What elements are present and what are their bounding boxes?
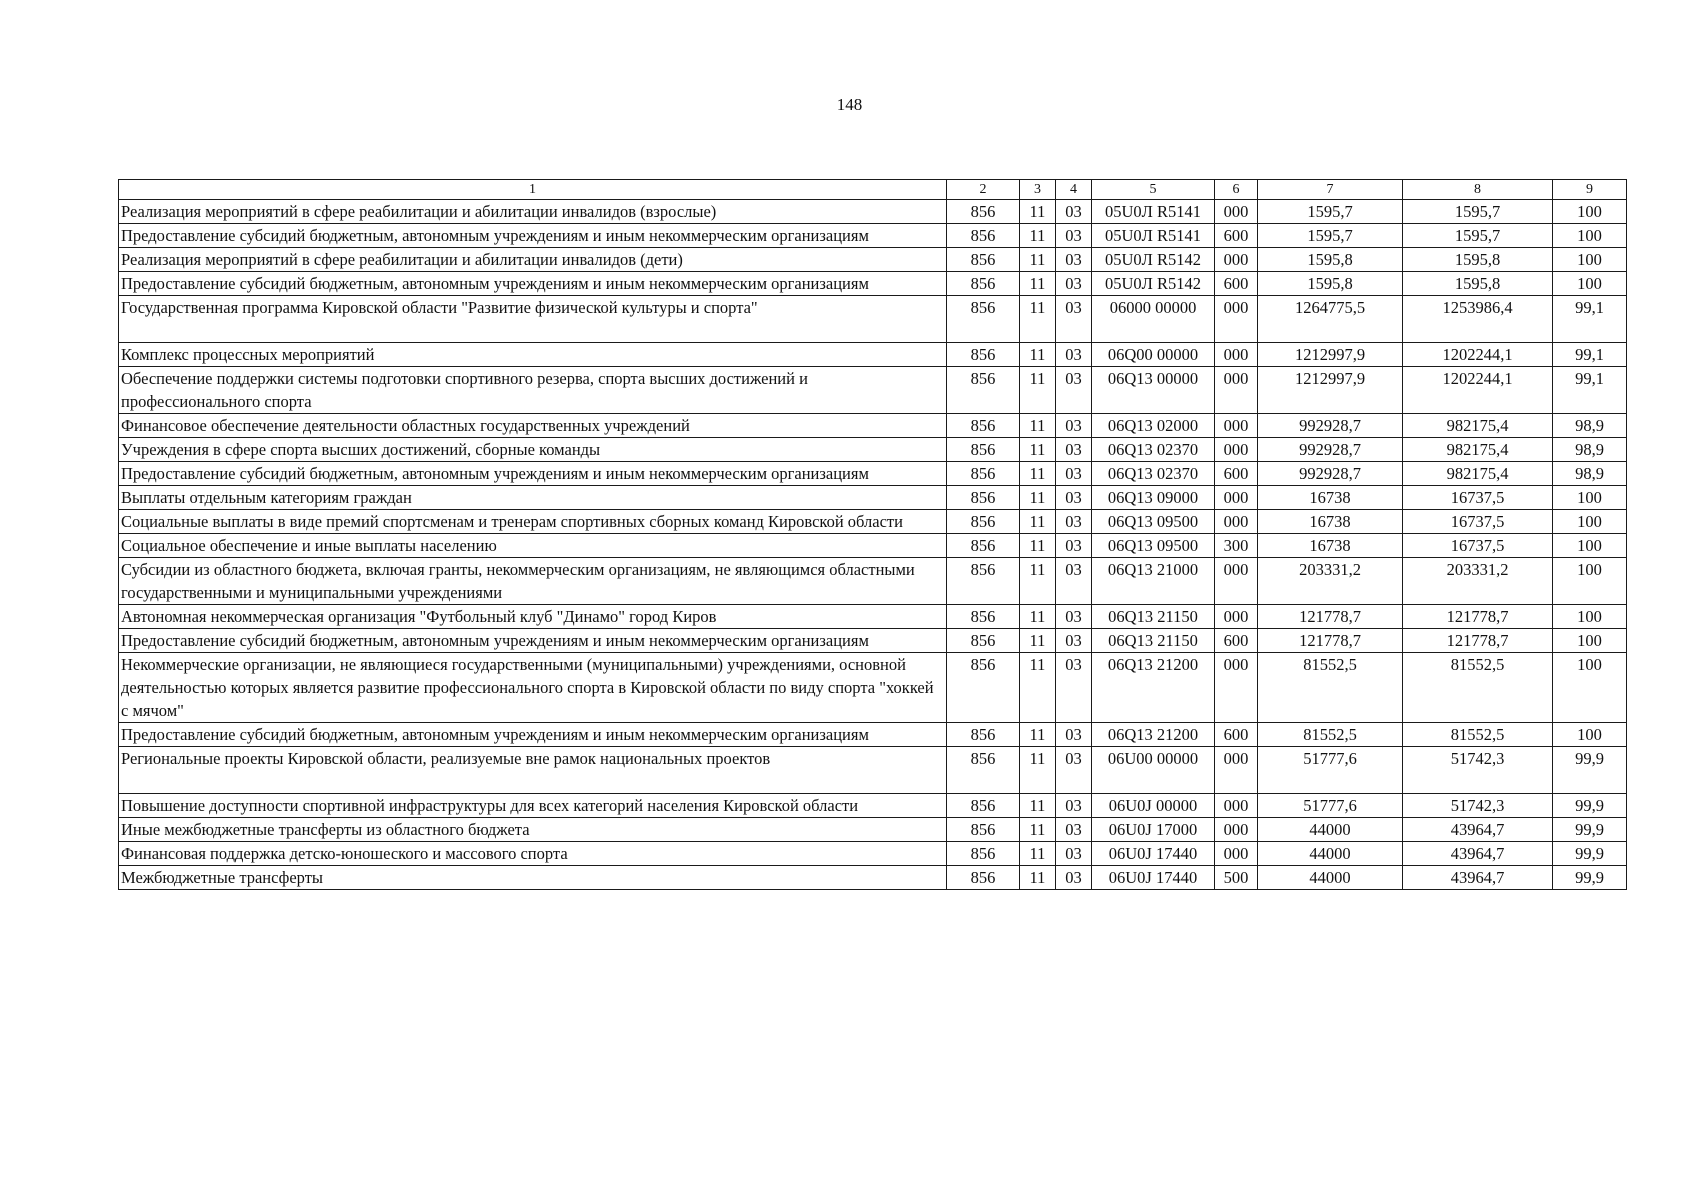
- target-code: 06Q00 00000: [1092, 343, 1215, 367]
- executed-amount: 1595,8: [1403, 272, 1553, 296]
- column-numbers-row: [119, 180, 1627, 200]
- target-code: 06Q13 21150: [1092, 629, 1215, 653]
- row-name: Государственная программа Кировской области "Развитие физической культуры и спорта": [119, 296, 947, 343]
- subsection-code: 03: [1056, 866, 1092, 890]
- planned-amount: 51777,6: [1258, 747, 1403, 794]
- row-name: Региональные проекты Кировской области, реализуемые вне рамок национальных проектов: [119, 747, 947, 794]
- planned-amount: 1595,7: [1258, 224, 1403, 248]
- admin-code: 856: [947, 794, 1020, 818]
- execution-percent: 99,9: [1553, 818, 1627, 842]
- row-name: Межбюджетные трансферты: [119, 866, 947, 890]
- column-header: 3: [1020, 180, 1056, 200]
- expense-type-code: 000: [1215, 438, 1258, 462]
- expense-type-code: 000: [1215, 296, 1258, 343]
- table-row: [119, 794, 1627, 818]
- admin-code: 856: [947, 200, 1020, 224]
- section-code: 11: [1020, 462, 1056, 486]
- column-header: 8: [1403, 180, 1553, 200]
- row-name: Предоставление субсидий бюджетным, автономным учреждениям и иным некоммерческим организациям: [119, 462, 947, 486]
- expense-type-code: 000: [1215, 367, 1258, 414]
- target-code: 06000 00000: [1092, 296, 1215, 343]
- subsection-code: 03: [1056, 248, 1092, 272]
- target-code: 06Q13 09500: [1092, 510, 1215, 534]
- execution-percent: 100: [1553, 248, 1627, 272]
- admin-code: 856: [947, 558, 1020, 605]
- subsection-code: 03: [1056, 224, 1092, 248]
- subsection-code: 03: [1056, 842, 1092, 866]
- planned-amount: 44000: [1258, 842, 1403, 866]
- subsection-code: 03: [1056, 605, 1092, 629]
- execution-percent: 100: [1553, 723, 1627, 747]
- admin-code: 856: [947, 462, 1020, 486]
- section-code: 11: [1020, 510, 1056, 534]
- execution-percent: 100: [1553, 534, 1627, 558]
- section-code: 11: [1020, 747, 1056, 794]
- planned-amount: 16738: [1258, 510, 1403, 534]
- table-row: [119, 653, 1627, 723]
- planned-amount: 1595,8: [1258, 248, 1403, 272]
- table-row: [119, 486, 1627, 510]
- admin-code: 856: [947, 367, 1020, 414]
- subsection-code: 03: [1056, 723, 1092, 747]
- subsection-code: 03: [1056, 438, 1092, 462]
- executed-amount: 51742,3: [1403, 747, 1553, 794]
- execution-percent: 100: [1553, 224, 1627, 248]
- target-code: 06U0J 17440: [1092, 866, 1215, 890]
- section-code: 11: [1020, 296, 1056, 343]
- row-name: Социальное обеспечение и иные выплаты населению: [119, 534, 947, 558]
- table-row: [119, 462, 1627, 486]
- row-name: Иные межбюджетные трансферты из областного бюджета: [119, 818, 947, 842]
- execution-percent: 100: [1553, 605, 1627, 629]
- column-header: 1: [119, 180, 947, 200]
- subsection-code: 03: [1056, 367, 1092, 414]
- section-code: 11: [1020, 534, 1056, 558]
- table-row: [119, 534, 1627, 558]
- subsection-code: 03: [1056, 794, 1092, 818]
- section-code: 11: [1020, 605, 1056, 629]
- row-name: Предоставление субсидий бюджетным, автономным учреждениям и иным некоммерческим организациям: [119, 272, 947, 296]
- table-row: [119, 747, 1627, 794]
- target-code: 06U0J 17440: [1092, 842, 1215, 866]
- target-code: 06Q13 00000: [1092, 367, 1215, 414]
- expense-type-code: 000: [1215, 558, 1258, 605]
- planned-amount: 1212997,9: [1258, 367, 1403, 414]
- admin-code: 856: [947, 653, 1020, 723]
- section-code: 11: [1020, 272, 1056, 296]
- expense-type-code: 600: [1215, 224, 1258, 248]
- section-code: 11: [1020, 438, 1056, 462]
- expense-type-code: 600: [1215, 272, 1258, 296]
- execution-percent: 98,9: [1553, 438, 1627, 462]
- executed-amount: 121778,7: [1403, 629, 1553, 653]
- admin-code: 856: [947, 224, 1020, 248]
- execution-percent: 100: [1553, 653, 1627, 723]
- subsection-code: 03: [1056, 653, 1092, 723]
- subsection-code: 03: [1056, 747, 1092, 794]
- planned-amount: 81552,5: [1258, 653, 1403, 723]
- admin-code: 856: [947, 866, 1020, 890]
- execution-percent: 100: [1553, 510, 1627, 534]
- planned-amount: 121778,7: [1258, 629, 1403, 653]
- planned-amount: 992928,7: [1258, 438, 1403, 462]
- section-code: 11: [1020, 866, 1056, 890]
- executed-amount: 16737,5: [1403, 486, 1553, 510]
- subsection-code: 03: [1056, 629, 1092, 653]
- section-code: 11: [1020, 200, 1056, 224]
- section-code: 11: [1020, 486, 1056, 510]
- planned-amount: 992928,7: [1258, 462, 1403, 486]
- admin-code: 856: [947, 534, 1020, 558]
- section-code: 11: [1020, 248, 1056, 272]
- target-code: 06Q13 02370: [1092, 462, 1215, 486]
- row-name: Финансовая поддержка детско-юношеского и массового спорта: [119, 842, 947, 866]
- table-row: [119, 343, 1627, 367]
- row-name: Социальные выплаты в виде премий спортсменам и тренерам спортивных сборных команд Кировской области: [119, 510, 947, 534]
- target-code: 05U0Л R5142: [1092, 248, 1215, 272]
- expense-type-code: 000: [1215, 343, 1258, 367]
- planned-amount: 1595,7: [1258, 200, 1403, 224]
- executed-amount: 1595,7: [1403, 224, 1553, 248]
- section-code: 11: [1020, 343, 1056, 367]
- admin-code: 856: [947, 747, 1020, 794]
- table-row: [119, 510, 1627, 534]
- section-code: 11: [1020, 794, 1056, 818]
- execution-percent: 100: [1553, 486, 1627, 510]
- planned-amount: 1595,8: [1258, 272, 1403, 296]
- table-row: [119, 723, 1627, 747]
- admin-code: 856: [947, 343, 1020, 367]
- planned-amount: 1212997,9: [1258, 343, 1403, 367]
- table-row: [119, 629, 1627, 653]
- executed-amount: 81552,5: [1403, 723, 1553, 747]
- execution-percent: 99,9: [1553, 747, 1627, 794]
- row-name: Повышение доступности спортивной инфраструктуры для всех категорий населения Кировской области: [119, 794, 947, 818]
- target-code: 06U0J 00000: [1092, 794, 1215, 818]
- expense-type-code: 000: [1215, 486, 1258, 510]
- section-code: 11: [1020, 414, 1056, 438]
- row-name: Выплаты отдельным категориям граждан: [119, 486, 947, 510]
- planned-amount: 44000: [1258, 866, 1403, 890]
- planned-amount: 16738: [1258, 486, 1403, 510]
- expense-type-code: 600: [1215, 462, 1258, 486]
- target-code: 06Q13 09000: [1092, 486, 1215, 510]
- table-row: [119, 438, 1627, 462]
- section-code: 11: [1020, 818, 1056, 842]
- planned-amount: 203331,2: [1258, 558, 1403, 605]
- executed-amount: 43964,7: [1403, 866, 1553, 890]
- expense-type-code: 000: [1215, 842, 1258, 866]
- section-code: 11: [1020, 224, 1056, 248]
- admin-code: 856: [947, 486, 1020, 510]
- expense-type-code: 000: [1215, 200, 1258, 224]
- table-row: [119, 558, 1627, 605]
- table-row: [119, 414, 1627, 438]
- planned-amount: 121778,7: [1258, 605, 1403, 629]
- executed-amount: 203331,2: [1403, 558, 1553, 605]
- row-name: Учреждения в сфере спорта высших достижений, сборные команды: [119, 438, 947, 462]
- section-code: 11: [1020, 367, 1056, 414]
- executed-amount: 982175,4: [1403, 462, 1553, 486]
- target-code: 06Q13 02000: [1092, 414, 1215, 438]
- admin-code: 856: [947, 842, 1020, 866]
- planned-amount: 81552,5: [1258, 723, 1403, 747]
- target-code: 06Q13 09500: [1092, 534, 1215, 558]
- executed-amount: 43964,7: [1403, 818, 1553, 842]
- section-code: 11: [1020, 723, 1056, 747]
- section-code: 11: [1020, 653, 1056, 723]
- table-row: [119, 605, 1627, 629]
- admin-code: 856: [947, 438, 1020, 462]
- executed-amount: 1595,8: [1403, 248, 1553, 272]
- expense-type-code: 000: [1215, 510, 1258, 534]
- subsection-code: 03: [1056, 272, 1092, 296]
- executed-amount: 43964,7: [1403, 842, 1553, 866]
- planned-amount: 1264775,5: [1258, 296, 1403, 343]
- admin-code: 856: [947, 272, 1020, 296]
- subsection-code: 03: [1056, 510, 1092, 534]
- column-header: 4: [1056, 180, 1092, 200]
- table-row: [119, 272, 1627, 296]
- executed-amount: 51742,3: [1403, 794, 1553, 818]
- row-name: Некоммерческие организации, не являющиеся государственными (муниципальными) учреждениями, основной деятельностью которых является развитие профессионального спорта в Кировской области по виду спорта "хоккей с мячом": [119, 653, 947, 723]
- subsection-code: 03: [1056, 486, 1092, 510]
- subsection-code: 03: [1056, 343, 1092, 367]
- row-name: Финансовое обеспечение деятельности областных государственных учреждений: [119, 414, 947, 438]
- execution-percent: 98,9: [1553, 462, 1627, 486]
- target-code: 05U0Л R5141: [1092, 200, 1215, 224]
- column-header: 7: [1258, 180, 1403, 200]
- expense-type-code: 000: [1215, 794, 1258, 818]
- table-row: [119, 200, 1627, 224]
- row-name: Реализация мероприятий в сфере реабилитации и абилитации инвалидов (дети): [119, 248, 947, 272]
- executed-amount: 1202244,1: [1403, 367, 1553, 414]
- row-name: Предоставление субсидий бюджетным, автономным учреждениям и иным некоммерческим организациям: [119, 224, 947, 248]
- expense-type-code: 000: [1215, 818, 1258, 842]
- target-code: 06Q13 21150: [1092, 605, 1215, 629]
- target-code: 05U0Л R5141: [1092, 224, 1215, 248]
- admin-code: 856: [947, 818, 1020, 842]
- executed-amount: 16737,5: [1403, 534, 1553, 558]
- column-header: 2: [947, 180, 1020, 200]
- expense-type-code: 600: [1215, 723, 1258, 747]
- execution-percent: 100: [1553, 272, 1627, 296]
- executed-amount: 81552,5: [1403, 653, 1553, 723]
- execution-percent: 99,9: [1553, 866, 1627, 890]
- execution-percent: 99,9: [1553, 794, 1627, 818]
- expense-type-code: 300: [1215, 534, 1258, 558]
- execution-percent: 100: [1553, 200, 1627, 224]
- executed-amount: 1253986,4: [1403, 296, 1553, 343]
- column-header: 9: [1553, 180, 1627, 200]
- execution-percent: 98,9: [1553, 414, 1627, 438]
- table-row: [119, 866, 1627, 890]
- row-name: Предоставление субсидий бюджетным, автономным учреждениям и иным некоммерческим организациям: [119, 723, 947, 747]
- row-name: Предоставление субсидий бюджетным, автономным учреждениям и иным некоммерческим организациям: [119, 629, 947, 653]
- row-name: Автономная некоммерческая организация "Футбольный клуб "Динамо" город Киров: [119, 605, 947, 629]
- column-header: 5: [1092, 180, 1215, 200]
- execution-percent: 99,1: [1553, 367, 1627, 414]
- executed-amount: 16737,5: [1403, 510, 1553, 534]
- page-number: 148: [836, 95, 863, 114]
- section-code: 11: [1020, 558, 1056, 605]
- section-code: 11: [1020, 629, 1056, 653]
- execution-percent: 99,9: [1553, 842, 1627, 866]
- target-code: 06Q13 02370: [1092, 438, 1215, 462]
- planned-amount: 44000: [1258, 818, 1403, 842]
- subsection-code: 03: [1056, 534, 1092, 558]
- row-name: Реализация мероприятий в сфере реабилитации и абилитации инвалидов (взрослые): [119, 200, 947, 224]
- subsection-code: 03: [1056, 462, 1092, 486]
- target-code: 06Q13 21200: [1092, 653, 1215, 723]
- execution-percent: 100: [1553, 558, 1627, 605]
- executed-amount: 1595,7: [1403, 200, 1553, 224]
- table-row: [119, 224, 1627, 248]
- subsection-code: 03: [1056, 296, 1092, 343]
- expense-type-code: 600: [1215, 629, 1258, 653]
- row-name: Субсидии из областного бюджета, включая гранты, некоммерческим организациям, не являющимся областными государственными и муниципальными учреждениями: [119, 558, 947, 605]
- admin-code: 856: [947, 629, 1020, 653]
- execution-percent: 99,1: [1553, 296, 1627, 343]
- admin-code: 856: [947, 510, 1020, 534]
- expense-type-code: 000: [1215, 414, 1258, 438]
- executed-amount: 982175,4: [1403, 438, 1553, 462]
- section-code: 11: [1020, 842, 1056, 866]
- table-row: [119, 842, 1627, 866]
- target-code: 06Q13 21000: [1092, 558, 1215, 605]
- subsection-code: 03: [1056, 414, 1092, 438]
- expense-type-code: 000: [1215, 605, 1258, 629]
- planned-amount: 51777,6: [1258, 794, 1403, 818]
- planned-amount: 16738: [1258, 534, 1403, 558]
- expense-type-code: 000: [1215, 747, 1258, 794]
- admin-code: 856: [947, 248, 1020, 272]
- expense-type-code: 500: [1215, 866, 1258, 890]
- subsection-code: 03: [1056, 558, 1092, 605]
- table-row: [119, 818, 1627, 842]
- execution-percent: 99,1: [1553, 343, 1627, 367]
- expense-type-code: 000: [1215, 248, 1258, 272]
- target-code: 06U00 00000: [1092, 747, 1215, 794]
- executed-amount: 1202244,1: [1403, 343, 1553, 367]
- planned-amount: 992928,7: [1258, 414, 1403, 438]
- target-code: 06Q13 21200: [1092, 723, 1215, 747]
- subsection-code: 03: [1056, 200, 1092, 224]
- executed-amount: 121778,7: [1403, 605, 1553, 629]
- column-header: 6: [1215, 180, 1258, 200]
- table-row: [119, 248, 1627, 272]
- admin-code: 856: [947, 296, 1020, 343]
- table-row: [119, 367, 1627, 414]
- row-name: Комплекс процессных мероприятий: [119, 343, 947, 367]
- expense-type-code: 000: [1215, 653, 1258, 723]
- admin-code: 856: [947, 605, 1020, 629]
- subsection-code: 03: [1056, 818, 1092, 842]
- executed-amount: 982175,4: [1403, 414, 1553, 438]
- target-code: 05U0Л R5142: [1092, 272, 1215, 296]
- row-name: Обеспечение поддержки системы подготовки спортивного резерва, спорта высших достижений и профессионального спорта: [119, 367, 947, 414]
- target-code: 06U0J 17000: [1092, 818, 1215, 842]
- execution-percent: 100: [1553, 629, 1627, 653]
- admin-code: 856: [947, 414, 1020, 438]
- budget-table: [118, 179, 1627, 890]
- admin-code: 856: [947, 723, 1020, 747]
- table-row: [119, 296, 1627, 343]
